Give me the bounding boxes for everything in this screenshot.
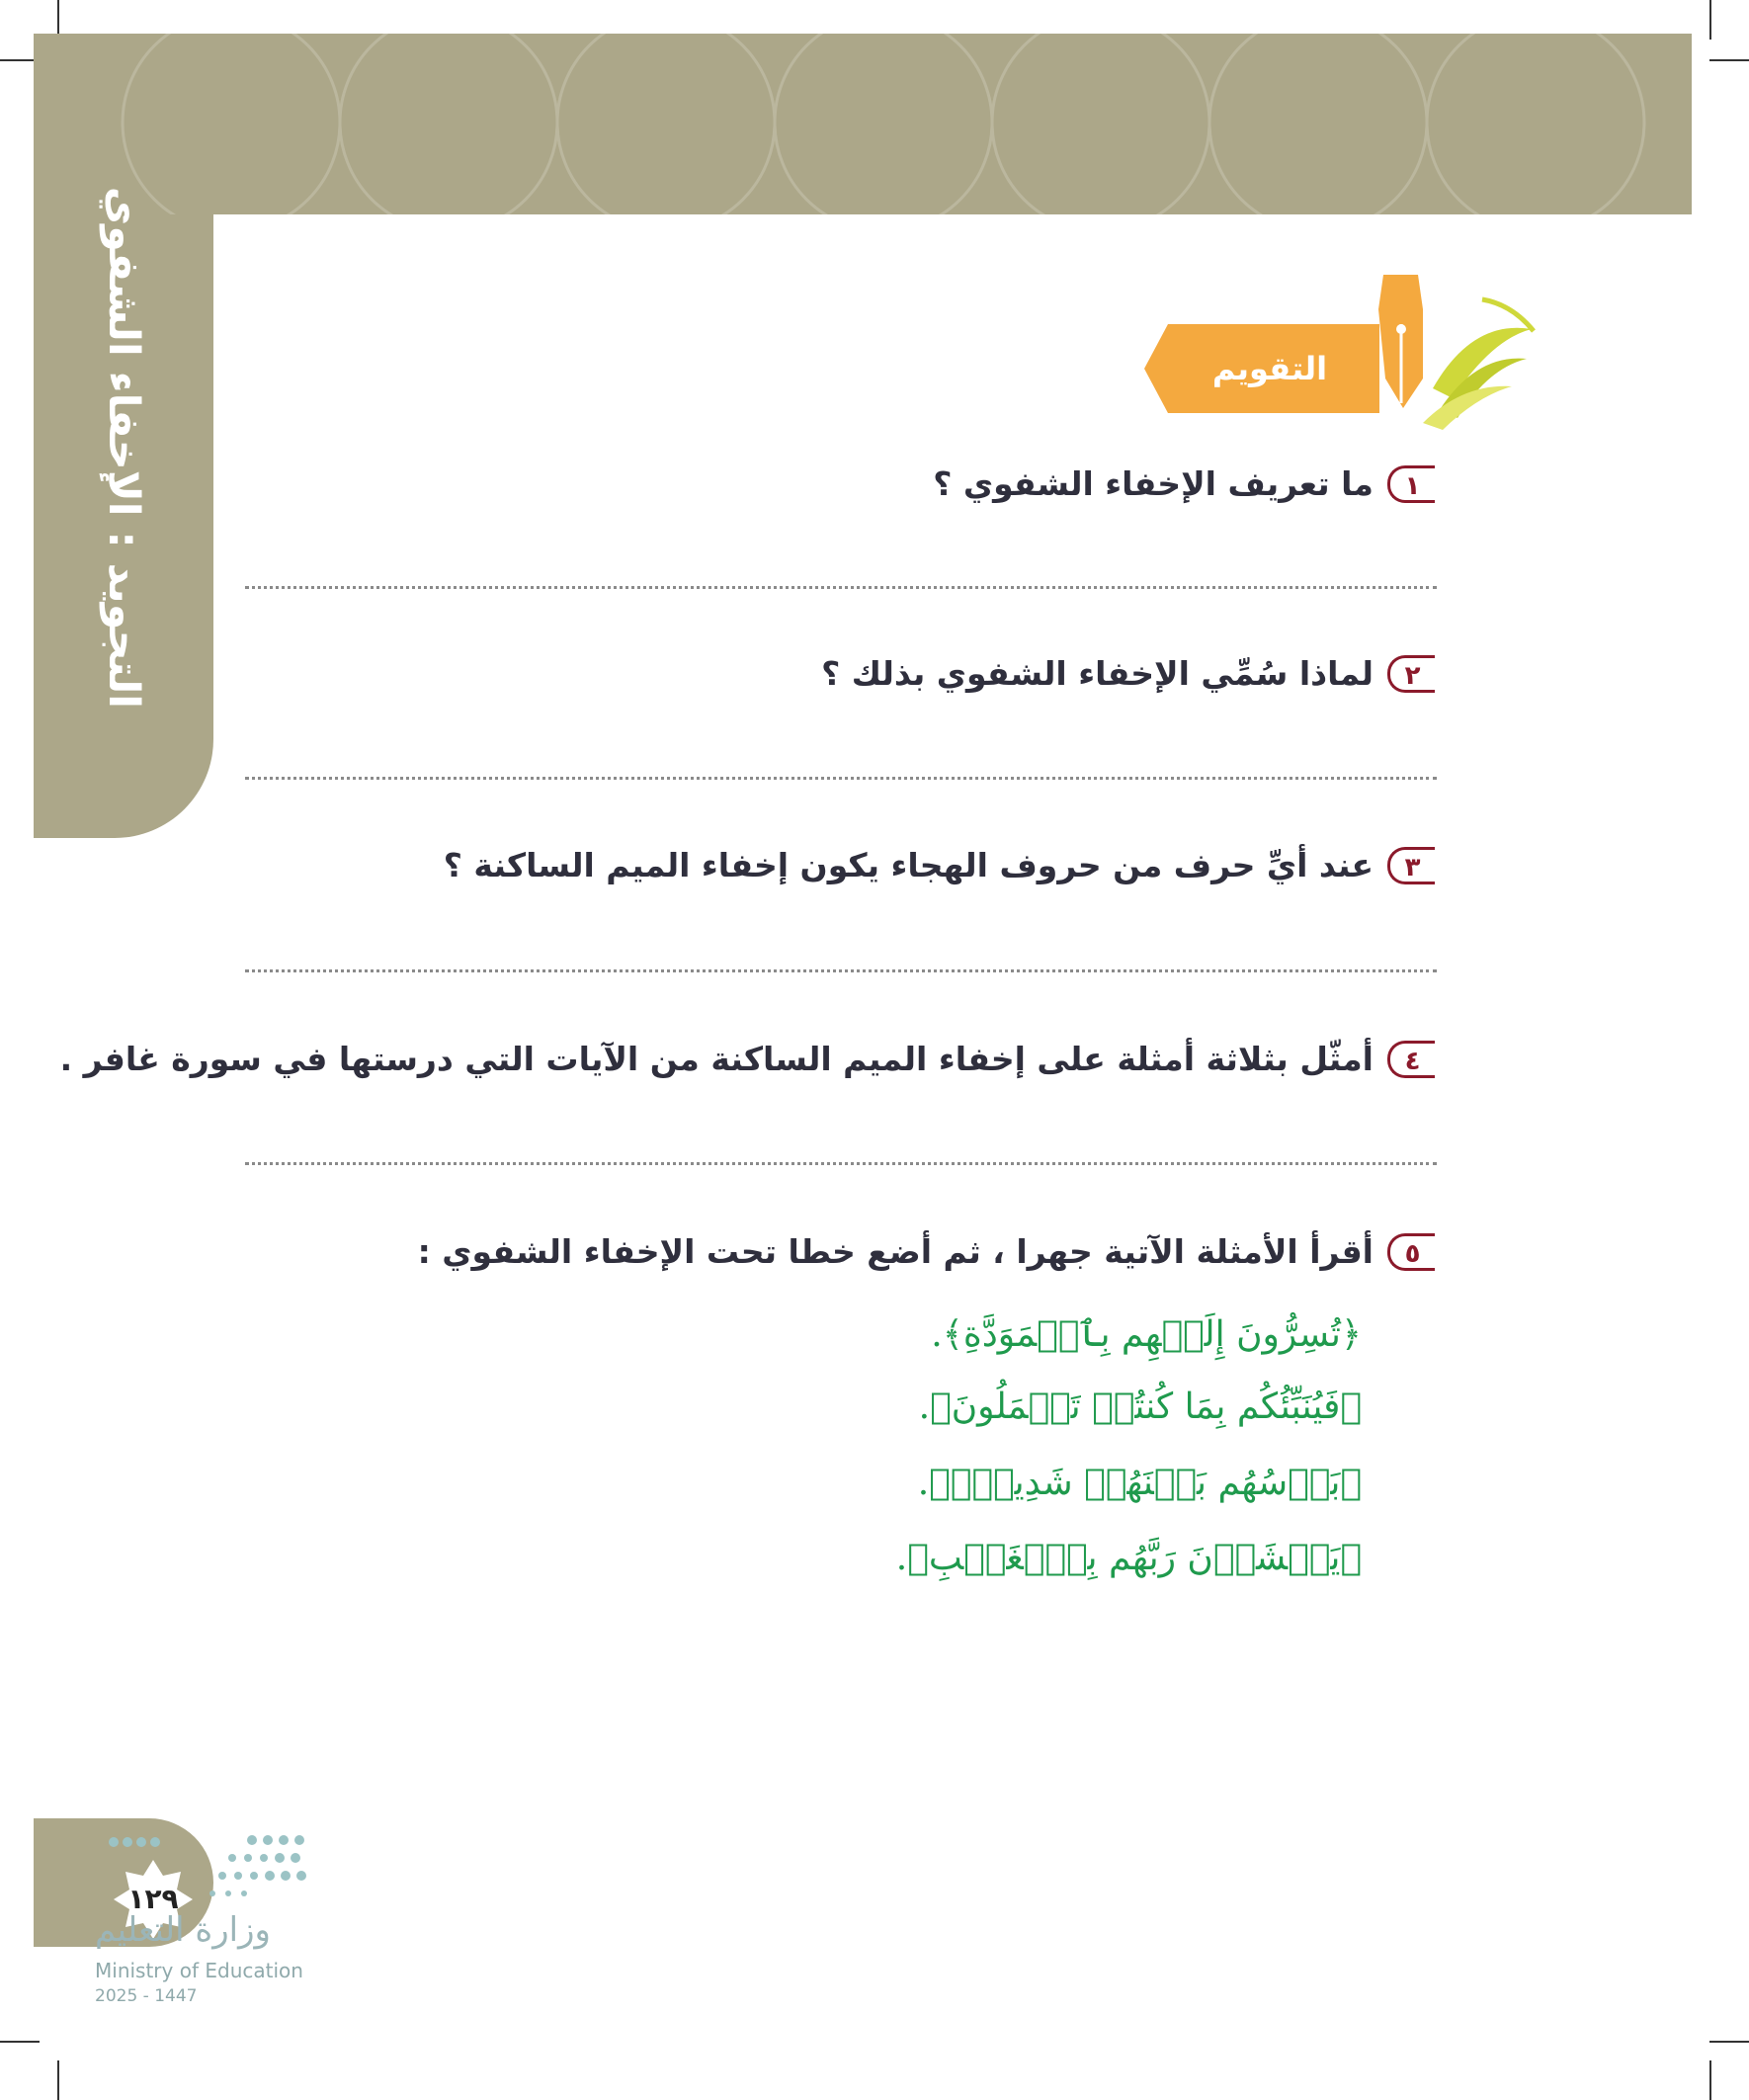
ministry-name-english: Ministry of Education <box>95 1959 303 1982</box>
crop-mark <box>0 2041 40 2043</box>
crop-mark <box>1709 59 1749 61</box>
question-1 <box>933 464 1435 503</box>
question-number: ٢ <box>1387 655 1435 693</box>
question-4 <box>60 1040 1435 1078</box>
question-3 <box>444 846 1435 884</box>
answer-line[interactable] <box>245 969 1437 972</box>
answer-line[interactable] <box>245 777 1437 780</box>
crop-mark <box>1709 0 1711 40</box>
verse-3: ﴿بَأۡسُهُم بَيۡنَهُمۡ شَدِيدٞۚ﴾. <box>917 1463 1362 1503</box>
question-number: ٣ <box>1387 847 1435 884</box>
question-number: ٤ <box>1387 1041 1435 1078</box>
page-number: ١٢٩ <box>127 1883 179 1915</box>
ministry-year: 2025 - 1447 <box>95 1986 198 2006</box>
section-badge-label: التقويم <box>1211 350 1328 387</box>
verse-2: ﴿فَيُنَبِّئُكُم بِمَا كُنتُمۡ تَعۡمَلُونَ﴾. <box>918 1386 1362 1427</box>
answer-line[interactable] <box>245 586 1437 589</box>
crop-mark <box>57 2060 59 2100</box>
crop-mark <box>1709 2041 1749 2043</box>
question-5 <box>418 1232 1435 1271</box>
verse-4: ﴿يَخۡشَوۡنَ رَبَّهُم بِٱلۡغَيۡبِ﴾. <box>895 1538 1362 1578</box>
ministry-name-arabic: وزارة التعليم <box>95 1910 271 1950</box>
side-title: التجويد : الإخفاء الشفوي <box>99 186 148 709</box>
question-number: ٥ <box>1387 1233 1435 1271</box>
crop-mark <box>1709 2060 1711 2100</box>
question-text: عند أيِّ حرف من حروف الهجاء يكون إخفاء الميم الساكنة ؟ <box>443 846 1374 884</box>
question-text: ما تعريف الإخفاء الشفوي ؟ <box>933 464 1374 503</box>
question-text: أقرأ الأمثلة الآتية جهرا ، ثم أضع خطا تحت الإخفاء الشفوي : <box>417 1232 1374 1271</box>
question-text: أمثّل بثلاثة أمثلة على إخفاء الميم الساكنة من الآيات التي درستها في سورة غافر . <box>59 1040 1374 1078</box>
answer-line[interactable] <box>245 1162 1437 1165</box>
question-number: ١ <box>1387 465 1435 503</box>
verse-1: ﴿تُسِرُّونَ إِلَيۡهِم بِٱلۡمَوَدَّةِ﴾. <box>931 1314 1362 1355</box>
question-text: لماذا سُمِّي الإخفاء الشفوي بذلك ؟ <box>821 654 1374 693</box>
question-2 <box>821 654 1435 693</box>
pen-book-icon <box>1364 270 1537 433</box>
